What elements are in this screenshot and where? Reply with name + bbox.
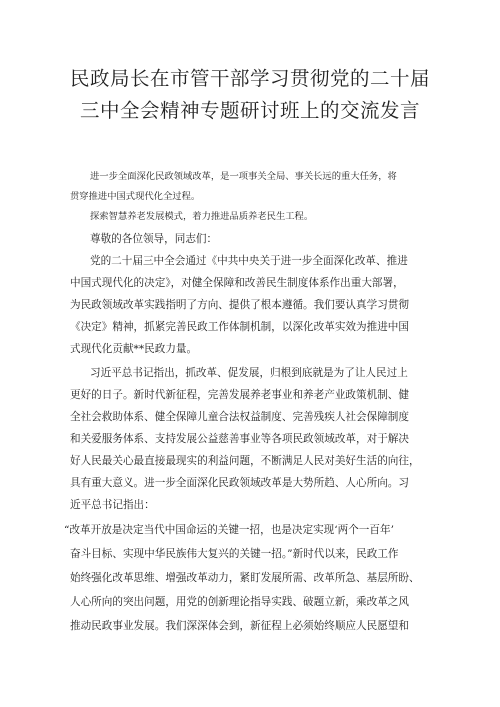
salutation: 尊敬的各位领导，同志们： [90,233,218,245]
body-line: 党的二十届三中全会通过《中共中央关于进一步全面深化改革、推进 [90,255,408,267]
body-line: 全社会救助体系、健全保障儿童合法权益制度、完善残疾人社会保障制度 [70,411,409,423]
document-title-line-2: 三中全会精神专题研讨班上的交流发言 [79,99,420,122]
body-line: 始终强化改革思维、增强改革动力，紧盯发展所需、改革所急、基层所盼、 [70,572,420,584]
body-line: 好人民最关心最直接最现实的利益问题，不断满足人民对美好生活的向往， [70,455,420,467]
body-line: 更好的日子。新时代新征程，完善发展养老事业和养老产业政策机制、健 [70,389,409,401]
abstract-line: 探索智慧养老发展模式，着力推进品质养老民生工程。 [90,211,314,222]
body-line: 《决定》精神，抓紧完善民政工作体制机制，以深化改革实效为推进中国 [70,321,409,333]
body-line: 具有重大意义。进一步全面深化民政领域改革是大势所趋、人心所向。习 [70,477,409,489]
body-line: 人心所向的突出问题，用党的创新理论指导实践、破题立新，乘改革之风 [70,596,409,608]
body-line: 习近平总书记指出，抓改革、促发展，归根到底就是为了让人民过上 [90,367,408,379]
body-line: 推动民政事业发展。我们深深体会到，新征程上必须始终顺应人民愿望和 [70,620,409,632]
body-line: 为民政领域改革实践指明了方向、提供了根本遵循。我们要认真学习贯彻 [70,299,409,311]
abstract-line: 进一步全面深化民政领域改革，是一项事关全局、事关长远的重大任务，将 [90,171,397,182]
body-line: 式现代化贡献**民政力量。 [70,343,198,355]
abstract-line: 贯穿推进中国式现代化全过程。 [70,191,201,202]
body-line: 和关爱服务体系、支持发展公益慈善事业等各项民政领域改革，对于解决 [70,433,409,445]
document-title-line-1: 民政局长在市管干部学习贯彻党的二十届 [69,67,430,90]
quote-line: “改革开放是决定当代中国命运的关键一招，也是决定实现‘两个一百年’ [64,524,394,536]
body-line: 奋斗目标、实现中华民族伟大复兴的关键一招。”新时代以来，民政工作 [70,548,399,560]
body-line: 近平总书记指出： [70,499,155,511]
body-line: 中国式现代化的决定》，对健全保障和改善民生制度体系作出重大部署， [70,277,404,289]
